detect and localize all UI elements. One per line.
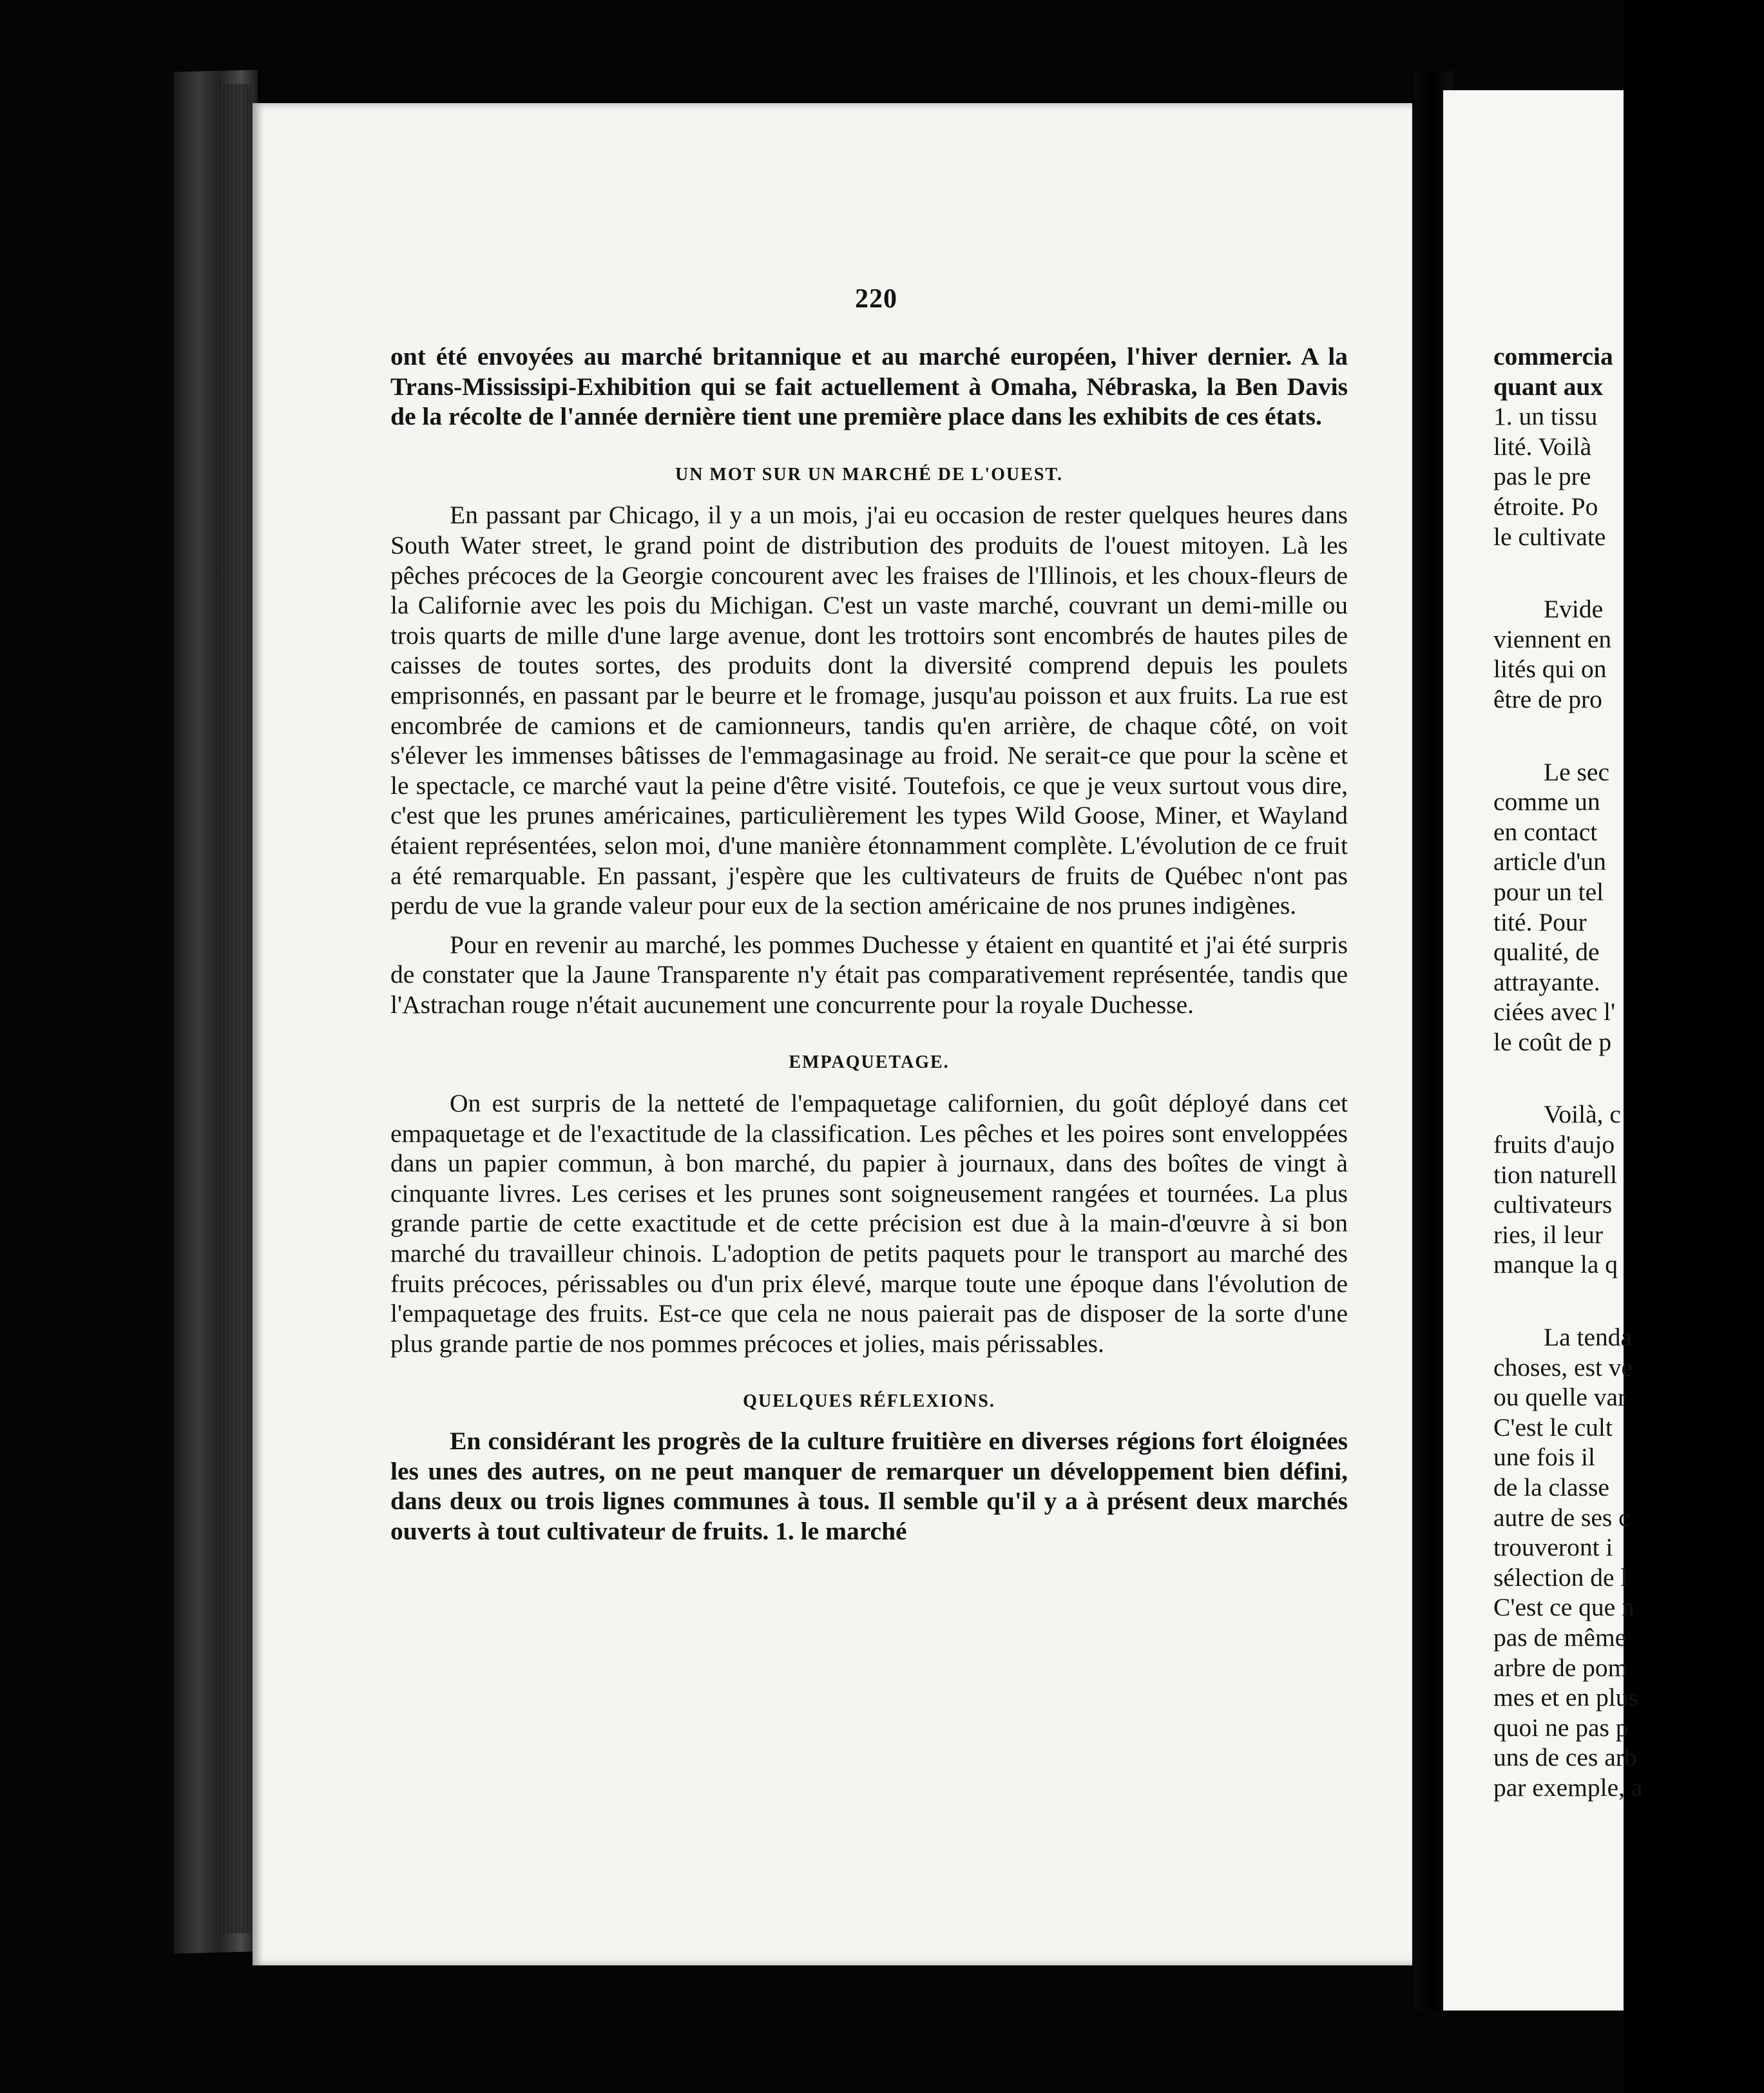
paragraph-chicago-market: En passant par Chicago, il y a un mois, j'ai eu occasion de rester quelques heures dans South Water street, le grand point de distribution des produits de l'ouest mitoyen. Là les pêches précoces de la Georgie concourent avec les fraises de l'Illinois, et les choux-fleurs de la Californie avec les pois du Michigan. C'est un vaste marché, couvrant un demi-mille ou trois quarts de mille d'une large avenue, dont les trottoirs sont encombrés de hautes piles de caisses de toutes sortes, des produits dont la diversité comprend depuis les poulets emprisonnés, en passant par le beurre et le fromage, jusqu'au poisson et aux fruits. La rue est encombrée de camions et de camionneurs, tandis qu'en arrière, de chaque côté, on voit s'élever les immenses bâtisses de l'emmagasinage au froid. Ne serait-ce que pour la scène et le spectacle, ce marché vaut la peine d'être visité. Toutefois, ce que je veux surtout vous dire, c'est que les prunes américaines, particulièrement les types Wild Goose, Miner, et Wayland étaient représentées, selon moi, d'une manière étonnamment complète. L'évolution de ce fruit a été remarquable. En passant, j'espère que les cultivateurs de fruits de Québec n'ont pas perdu de vue la grande valeur pour eux de la section américaine de nos prunes indigènes.	[390, 501, 1348, 920]
left-page-text	[390, 342, 1348, 1546]
right-line: C'est ce que n	[1493, 1593, 1635, 1622]
right-line: fruits d'aujo	[1493, 1130, 1615, 1159]
right-line: de la classe	[1493, 1473, 1609, 1501]
right-line: uns de ces arb	[1493, 1743, 1637, 1772]
section-heading-empaquetage: EMPAQUETAGE.	[789, 1052, 950, 1073]
right-line: ou quelle var	[1493, 1383, 1627, 1412]
right-line: 1. un tissu	[1493, 402, 1598, 431]
right-line: par exemple, a	[1493, 1773, 1643, 1802]
right-page-text-fragment	[1493, 342, 1764, 1803]
page-stack-edge	[213, 84, 251, 1933]
right-line: Voilà, c	[1544, 1100, 1621, 1129]
right-line: viennent en	[1493, 624, 1612, 653]
right-line: lité. Voilà	[1493, 432, 1592, 461]
right-line: commercia	[1493, 342, 1613, 371]
right-line: sélection de l	[1493, 1563, 1628, 1592]
right-line: quoi ne pas p	[1493, 1713, 1629, 1742]
right-line: cultivateurs	[1493, 1190, 1613, 1219]
intro-paragraph: ont été envoyées au marché britannique et au marché européen, l'hiver dernier. A la Trans-Mississipi-Exhibition qui se fait actuellement à Omaha, Nébraska, la Ben Davis de la récolte de l'année dernière tient une première place dans les exhibits de ces états.	[390, 342, 1348, 431]
section-heading-reflexions: QUELQUES RÉFLEXIONS.	[743, 1391, 995, 1412]
right-line: manque la q	[1493, 1250, 1618, 1279]
right-line: choses, est ve	[1493, 1353, 1633, 1382]
right-line: qualité, de	[1493, 938, 1600, 967]
right-line: pas de même	[1493, 1623, 1627, 1652]
right-line: Le sec	[1544, 757, 1609, 786]
right-block-3	[1493, 757, 1764, 1057]
right-block-5	[1493, 1322, 1764, 1803]
section-heading-marche-ouest: UN MOT SUR UN MARCHÉ DE L'OUEST.	[675, 464, 1063, 485]
right-line: le cultivate	[1493, 522, 1606, 551]
right-line: attrayante.	[1493, 967, 1600, 996]
right-line: autre de ses c	[1493, 1503, 1630, 1532]
right-line: tion naturell	[1493, 1160, 1617, 1189]
right-line: en contact	[1493, 817, 1598, 846]
right-line: pas le pre	[1493, 462, 1591, 491]
right-line: Evide	[1544, 595, 1604, 624]
paragraph-duchesse: Pour en revenir au marché, les pommes Duchesse y étaient en quantité et j'ai été surpris de constater que la Jaune Transparente n'y était pas comparativement représentée, tandis que l'Astrachan rouge n'était aucunement une concurrente pour la royale Duchesse.	[390, 930, 1348, 1019]
right-line: quant aux	[1493, 372, 1604, 401]
right-line: étroite. Po	[1493, 492, 1598, 521]
right-line: comme un	[1493, 787, 1600, 816]
right-block-4	[1493, 1099, 1764, 1280]
paragraph-reflexions: En considérant les progrès de la culture fruitière en diverses régions fort éloignées les unes des autres, on ne peut manquer de remarquer un développement bien défini, dans deux ou trois lignes communes à tous. Il semble qu'il y a à présent deux marchés ouverts à tout cultivateur de fruits. 1. le marché	[390, 1427, 1348, 1545]
paragraph-empaquetage: On est surpris de la netteté de l'empaquetage californien, du goût déployé dans cet empaquetage et de l'exactitude de la classification. Les pêches et les poires sont enveloppées dans un papier commun, à bon marché, du papier à journaux, dans des boîtes de vingt à cinquante livres. Les cerises et les prunes sont soigneusement rangées et tournées. La plus grande partie de cette exactitude et de cette précision est due à la main-d'œuvre à si bon marché du travailleur chinois. L'adoption de petits paquets pour le transport au marché des fruits précoces, périssables ou d'un prix élevé, marque toute une époque dans l'évolution de l'empaquetage des fruits. Est-ce que cela ne nous paierait pas de disposer de la sorte d'une plus grande partie de nos pommes précoces et jolies, mais périssables.	[390, 1089, 1348, 1358]
right-line: lités qui on	[1493, 655, 1607, 684]
right-line: ries, il leur	[1493, 1220, 1604, 1249]
right-line: La tenda	[1544, 1323, 1633, 1352]
right-block-2	[1493, 594, 1764, 714]
right-line: arbre de pom	[1493, 1653, 1628, 1682]
right-line: une fois il	[1493, 1443, 1595, 1472]
right-block-1	[1493, 342, 1764, 552]
right-line: le coût de p	[1493, 1027, 1612, 1056]
right-line: être de pro	[1493, 684, 1602, 713]
right-line: ciées avec l'	[1493, 998, 1616, 1027]
right-line: article d'un	[1493, 847, 1606, 876]
right-line: trouveront i	[1493, 1533, 1613, 1562]
right-line: pour un tel	[1493, 877, 1604, 906]
right-line: tité. Pour	[1493, 907, 1587, 936]
right-line: mes et en plus	[1493, 1683, 1638, 1712]
page-number: 220	[855, 284, 897, 314]
right-line: C'est le cult	[1493, 1413, 1613, 1442]
